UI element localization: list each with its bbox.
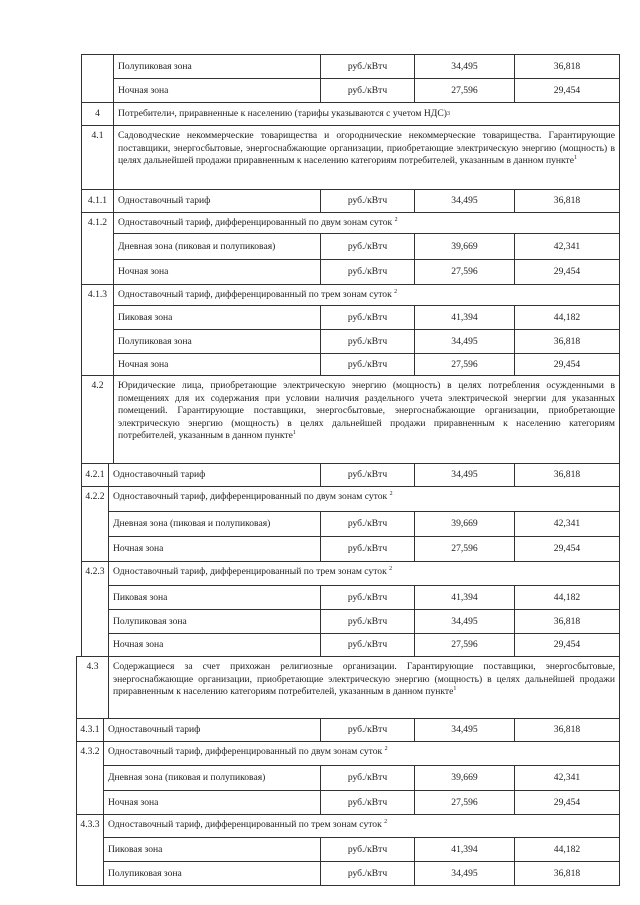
subsection-description xyxy=(113,375,620,464)
footnote-ref: 1 xyxy=(574,155,577,161)
zone-name: Ночная зона xyxy=(108,633,321,657)
unit-cell: руб./кВтч xyxy=(320,536,415,562)
zone-name: Ночная зона xyxy=(113,259,321,285)
value-2019-h2: 36,818 xyxy=(514,861,620,886)
value-2019-h1: 41,394 xyxy=(414,585,515,610)
zone-name: Дневная зона (пиковая и полупиковая) xyxy=(108,511,321,537)
value-2019-h2: 29,454 xyxy=(514,536,620,562)
value-2019-h2: 36,818 xyxy=(514,609,620,634)
value-2019-h1: 34,495 xyxy=(414,463,515,487)
unit-cell: руб./кВтч xyxy=(320,329,415,354)
item-number: 4.1.1 xyxy=(81,189,114,213)
value-2019-h1: 39,669 xyxy=(414,511,515,537)
value-2019-h1: 27,596 xyxy=(414,536,515,562)
tariff-name: Одноставочный тариф xyxy=(103,718,321,742)
item-number: 4.2.3 xyxy=(81,561,109,657)
value-2019-h1: 27,596 xyxy=(414,353,515,376)
value-2019-h1: 27,596 xyxy=(414,790,515,815)
item-number: 4.2.1 xyxy=(81,463,109,487)
unit-cell: руб./кВтч xyxy=(320,609,415,634)
description-text: Содержащиеся за счет прихожан религиозные организации. Гарантирующие поставщики, энергосбытовые, энергоснабжающие организации, приобретающие электрическую энергию (мощность) в целях дальнейшей продажи приравненным к населению категориям потребителей, указанным в данном пункте xyxy=(113,661,615,698)
footnote-ref: 2 xyxy=(394,216,398,223)
number-cell xyxy=(81,54,114,103)
unit-cell: руб./кВтч xyxy=(320,633,415,657)
tariff-group-title xyxy=(108,486,620,512)
tariff-name: Одноставочный тариф xyxy=(113,189,321,213)
zone-name: Полупиковая зона xyxy=(113,54,321,79)
tariff-name: Одноставочный тариф xyxy=(108,463,321,487)
unit-cell: руб./кВтч xyxy=(320,837,415,862)
value-2019-h2: 36,818 xyxy=(514,463,620,487)
section-title-text: Потребители xyxy=(118,108,172,119)
unit-cell: руб./кВтч xyxy=(320,353,415,376)
zone-name: Ночная зона xyxy=(108,536,321,562)
value-2019-h1: 34,495 xyxy=(414,609,515,634)
value-2019-h2: 42,341 xyxy=(514,765,620,791)
value-2019-h1: 34,495 xyxy=(414,54,515,79)
value-2019-h1: 34,495 xyxy=(414,718,515,742)
unit-cell: руб./кВтч xyxy=(320,54,415,79)
section-title: Потребители 4 , приравненные к населению (тарифы указываются с учетом НДС) 3 xyxy=(113,102,620,126)
unit-cell: руб./кВтч xyxy=(320,189,415,213)
value-2019-h1: 39,669 xyxy=(414,765,515,791)
tariff-group-text: Одноставочный тариф, дифференцированный по двум зонам суток xyxy=(108,746,383,757)
value-2019-h1: 41,394 xyxy=(414,837,515,862)
value-2019-h1: 41,394 xyxy=(414,305,515,330)
item-number: 4.3.1 xyxy=(76,718,104,742)
subsection-description xyxy=(113,125,620,190)
value-2019-h1: 34,495 xyxy=(414,329,515,354)
unit-cell: руб./кВтч xyxy=(320,259,415,285)
tariff-group-text: Одноставочный тариф, дифференцированный по трем зонам суток xyxy=(118,289,392,300)
item-number: 4.1.2 xyxy=(81,212,114,285)
unit-cell: руб./кВтч xyxy=(320,305,415,330)
zone-name: Дневная зона (пиковая и полупиковая) xyxy=(113,233,321,260)
tariff-group-title xyxy=(103,814,620,838)
tariff-group-text: Одноставочный тариф, дифференцированный по трем зонам суток xyxy=(108,819,382,830)
footnote-ref: 2 xyxy=(394,288,398,295)
value-2019-h2: 29,454 xyxy=(514,259,620,285)
value-2019-h2: 36,818 xyxy=(514,329,620,354)
zone-name: Ночная зона xyxy=(113,353,321,376)
tariff-group-text: Одноставочный тариф, дифференцированный по двум зонам суток xyxy=(118,217,393,228)
value-2019-h2: 36,818 xyxy=(514,189,620,213)
tariff-group-text: Одноставочный тариф, дифференцированный по трем зонам суток xyxy=(113,566,387,577)
subsection-number: 4.2 xyxy=(81,375,114,464)
value-2019-h2: 29,454 xyxy=(514,633,620,657)
description-text: Юридические лица, приобретающие электрическую энергию (мощность) в целях потребления осужденными в помещениях для их содержания при условии наличия раздельного учета электрической энергии для указанных помещений. Гарантирующие поставщики, энергосбытовые, энергоснабжающие организации, приобретающие электрическую энергию (мощность) в целях дальнейшей продажи приравненным к населению категориям потребителей, указанным в данном пункте xyxy=(118,380,615,442)
unit-cell: руб./кВтч xyxy=(320,233,415,260)
subsection-number: 4.3 xyxy=(76,656,109,719)
tariff-group-title xyxy=(113,284,620,306)
value-2019-h1: 27,596 xyxy=(414,78,515,103)
section-number: 4 xyxy=(81,102,114,126)
value-2019-h2: 44,182 xyxy=(514,585,620,610)
value-2019-h1: 34,495 xyxy=(414,861,515,886)
tariff-group-title xyxy=(103,741,620,766)
value-2019-h1: 39,669 xyxy=(414,233,515,260)
value-2019-h1: 27,596 xyxy=(414,633,515,657)
unit-cell: руб./кВтч xyxy=(320,463,415,487)
value-2019-h2: 36,818 xyxy=(514,54,620,79)
description-text: Садоводческие некоммерческие товарищества и огороднические некоммерческие товарищества. Гарантирующие поставщики, энергосбытовые, энергоснабжающие организации, приобретающие электрическую энергию (мощность) в целях дальнейшей продажи приравненным к населению категориям потребителей, указанным в данном пункте xyxy=(118,130,615,167)
value-2019-h1: 34,495 xyxy=(414,189,515,213)
tariff-group-title xyxy=(113,212,620,234)
value-2019-h2: 42,341 xyxy=(514,233,620,260)
subsection-number: 4.1 xyxy=(81,125,114,190)
zone-name: Ночная зона xyxy=(113,78,321,103)
unit-cell: руб./кВтч xyxy=(320,718,415,742)
value-2019-h2: 36,818 xyxy=(514,718,620,742)
footnote-ref: 2 xyxy=(384,818,388,825)
value-2019-h2: 29,454 xyxy=(514,790,620,815)
value-2019-h2: 29,454 xyxy=(514,78,620,103)
subsection-description xyxy=(108,656,620,719)
zone-name: Дневная зона (пиковая и полупиковая) xyxy=(103,765,321,791)
zone-name: Пиковая зона xyxy=(113,305,321,330)
item-number: 4.3.2 xyxy=(76,741,104,815)
unit-cell: руб./кВтч xyxy=(320,790,415,815)
value-2019-h2: 42,341 xyxy=(514,511,620,537)
value-2019-h2: 29,454 xyxy=(514,353,620,376)
tariff-group-title xyxy=(108,561,620,586)
tariff-group-text: Одноставочный тариф, дифференцированный по двум зонам суток xyxy=(113,491,388,502)
footnote-ref: 2 xyxy=(389,565,393,572)
item-number: 4.1.3 xyxy=(81,284,114,376)
item-number: 4.2.2 xyxy=(81,486,109,562)
zone-name: Полупиковая зона xyxy=(108,609,321,634)
unit-cell: руб./кВтч xyxy=(320,78,415,103)
footnote-ref: 2 xyxy=(389,490,393,497)
footnote-ref: 2 xyxy=(384,745,388,752)
value-2019-h1: 27,596 xyxy=(414,259,515,285)
value-2019-h2: 44,182 xyxy=(514,305,620,330)
zone-name: Пиковая зона xyxy=(103,837,321,862)
section-title-text: , приравненные к населению (тарифы указываются с учетом НДС) xyxy=(174,108,447,119)
footnote-ref: 1 xyxy=(453,686,457,692)
zone-name: Ночная зона xyxy=(103,790,321,815)
unit-cell: руб./кВтч xyxy=(320,861,415,886)
unit-cell: руб./кВтч xyxy=(320,765,415,791)
item-number: 4.3.3 xyxy=(76,814,104,886)
zone-name: Пиковая зона xyxy=(108,585,321,610)
value-2019-h2: 44,182 xyxy=(514,837,620,862)
footnote-ref: 1 xyxy=(292,430,296,437)
unit-cell: руб./кВтч xyxy=(320,511,415,537)
zone-name: Полупиковая зона xyxy=(103,861,321,886)
unit-cell: руб./кВтч xyxy=(320,585,415,610)
zone-name: Полупиковая зона xyxy=(113,329,321,354)
